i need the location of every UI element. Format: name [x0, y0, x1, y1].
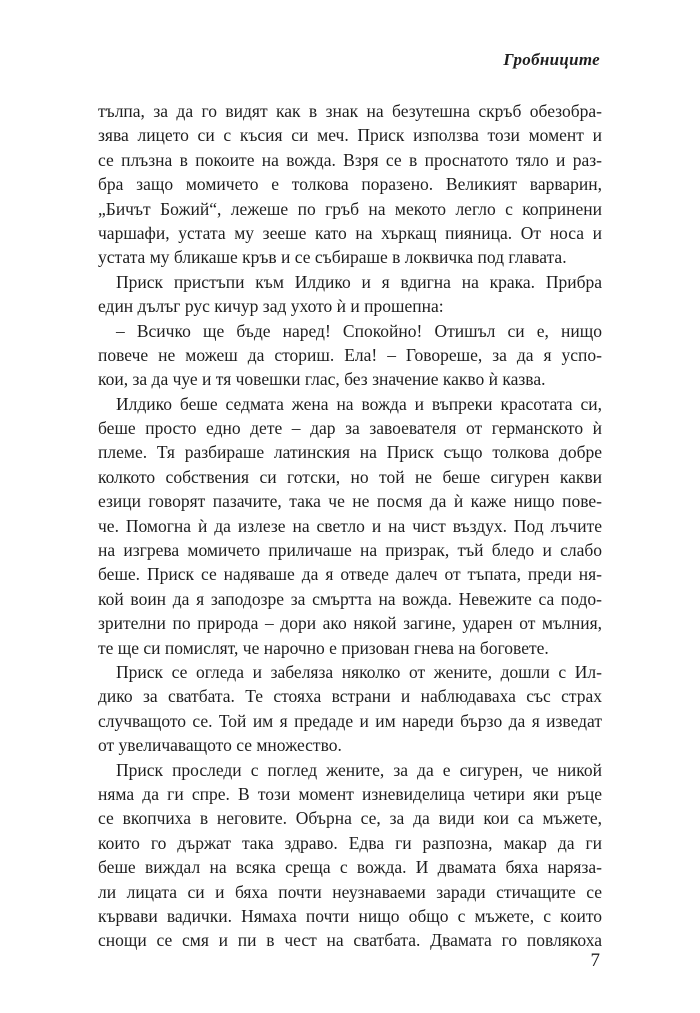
text-line: на изгрева момичето приличаше на призрак, тъй бледо и слабо — [98, 540, 602, 561]
text-line: зява лицето си с късия си меч. Приск използва този момент и — [98, 125, 602, 146]
text-line: бра защо момичето е толкова поразено. Великият варварин, — [98, 174, 602, 195]
text-line: Илдико беше седмата жена на вожда и въпреки красотата си, — [116, 393, 602, 414]
text-line: кои, за да чуе и тя човешки глас, без значение какво ѝ казва. — [98, 369, 546, 390]
text-line: повече не можеш да сториш. Ела! – Говореше, за да я успо- — [98, 344, 602, 365]
text-line: кървави вадички. Нямаха почти нищо общо с мъжете, с които — [98, 905, 602, 926]
text-line: Приск проследи с поглед жените, за да е сигурен, че никой — [116, 759, 602, 780]
text-line: беше просто едно дете – дар за завоевателя от германското ѝ — [98, 418, 602, 439]
text-line: племе. Тя разбираше латинския на Приск също толкова добре — [98, 442, 602, 463]
text-line: случващото се. Той им я предаде и им нареди бързо да я изведат — [98, 710, 602, 731]
text-line: Приск пристъпи към Илдико и я вдигна на крака. Прибра — [116, 271, 602, 292]
text-line: колкото собствения си готски, но той не беше сигурен какви — [98, 466, 602, 487]
text-line: ли лицата си и бяха почти неузнаваеми заради стичащите се — [98, 881, 602, 902]
text-line: езици говорят пазачите, така че не посмя да ѝ каже нищо пове- — [98, 491, 602, 512]
text-line: един дълъг рус кичур зад ухото ѝ и прошепна: — [98, 296, 444, 317]
text-line: че. Помогна ѝ да излезе на светло и на чист въздух. Под лъчите — [98, 515, 602, 536]
text-line: се плъзна в покоите на вожда. Взря се в проснатото тяло и раз- — [98, 149, 602, 170]
text-line: беше. Приск се надяваше да я отведе далеч от тъпата, преди ня- — [98, 564, 602, 585]
text-line: които го държат така здраво. Едва ги разпозна, макар да ги — [98, 832, 602, 853]
text-line: няма да ги спре. В този момент изневиделица четири яки ръце — [98, 783, 602, 804]
text-line: тълпа, за да го видят как в знак на безутешна скръб обезобра- — [98, 101, 602, 121]
body-text — [98, 99, 602, 953]
text-line: се вкопчиха в неговите. Обърна се, за да види кои са мъжете, — [98, 808, 602, 829]
text-line: зрителни по природа – дори ако някой загине, ударен от мълния, — [98, 613, 602, 634]
page-number: 7 — [590, 950, 600, 971]
text-line: – Всичко ще бъде наред! Спокойно! Отишъл си е, нищо — [116, 320, 602, 341]
text-line: снощи се смя и пи в чест на сватбата. Двамата го повлякоха — [98, 930, 602, 951]
text-line: чаршафи, устата му зееше като на хъркащ пияница. От носа и — [98, 222, 602, 243]
text-line: дико за сватбата. Те стояха встрани и наблюдаваха със страх — [98, 686, 602, 707]
text-line: кой воин да я заподозре за смъртта на вожда. Невежите са подо- — [98, 588, 602, 609]
text-line: от увеличаващото се множество. — [98, 735, 342, 756]
text-line: „Бичът Божий“, лежеше по гръб на мекото легло с копринени — [98, 198, 602, 219]
text-line: беше виждал на всяка среща с вожда. И двамата бяха нарязa- — [98, 857, 602, 878]
text-line: те ще си помислят, че нарочно е призован гнева на боговете. — [98, 637, 549, 658]
text-line: устата му бликаше кръв и се събираше в локвичка под главата. — [98, 247, 567, 268]
running-header: Гробниците — [503, 50, 600, 69]
text-line: Приск се огледа и забеляза няколко от жените, дошли с Ил- — [116, 661, 602, 682]
